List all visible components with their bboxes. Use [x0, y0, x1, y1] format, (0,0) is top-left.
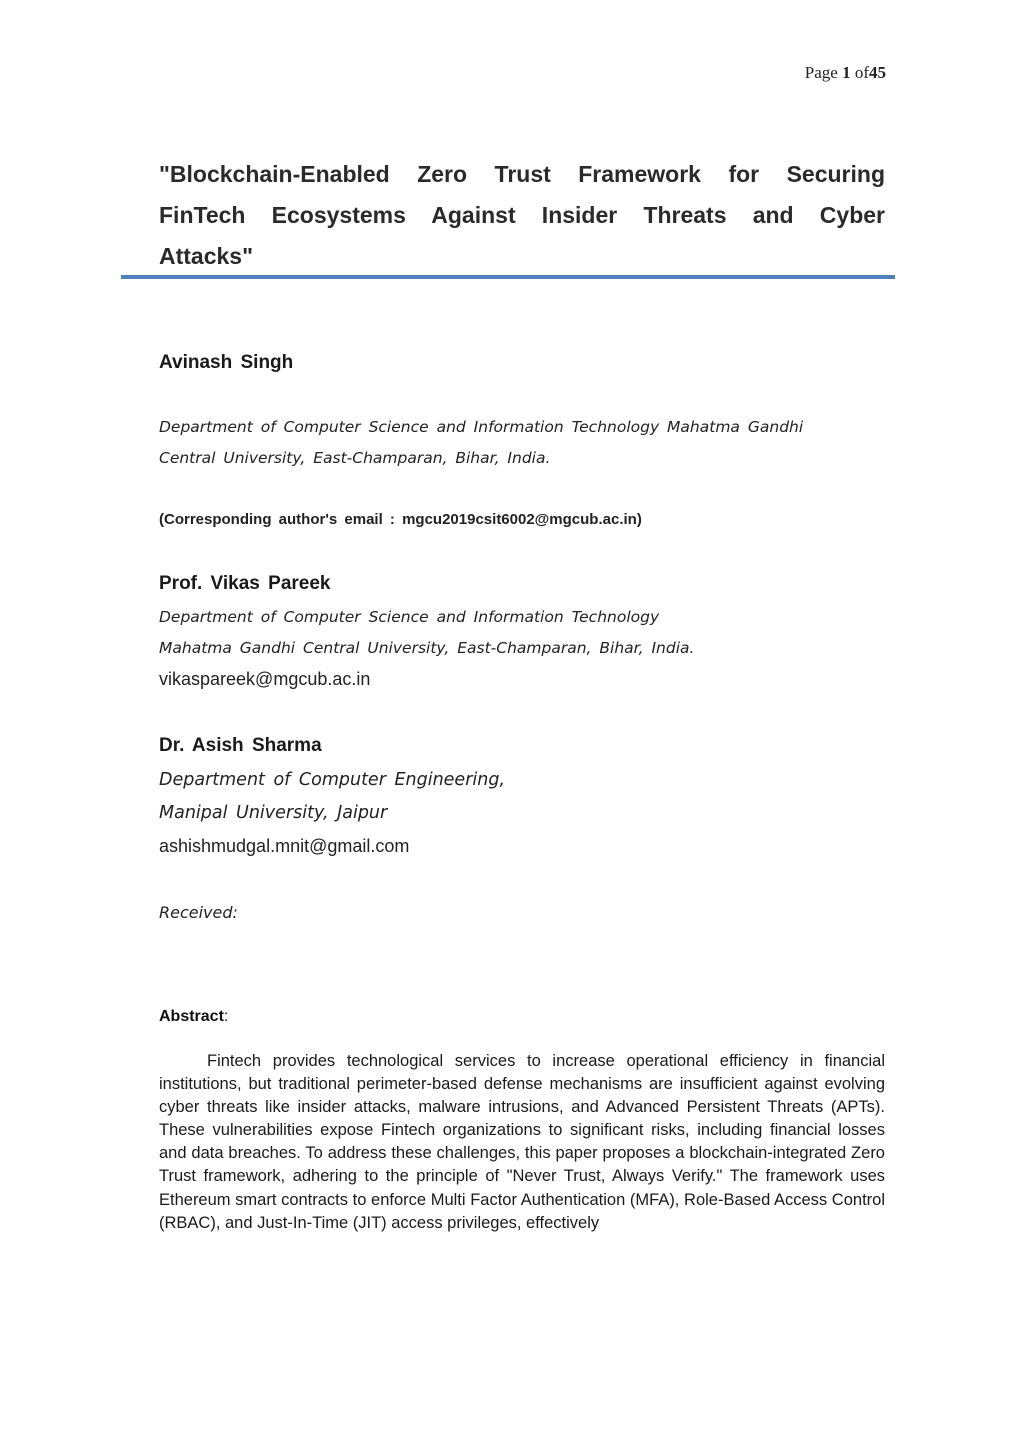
title-divider — [121, 275, 895, 279]
page-label: Page — [804, 63, 838, 82]
abstract-heading — [159, 1008, 228, 1026]
paper-title: "Blockchain-Enabled Zero Trust Framework for Securing FinTech Ecosystems Against Insider Threats and Cyber Attacks" — [159, 161, 885, 269]
author-affiliation-3 — [159, 764, 505, 830]
author-name-3: Dr. Asish Sharma — [159, 735, 322, 756]
corresponding-author-email: (Corresponding author's email : mgcu2019csit6002@mgcub.ac.in) — [159, 511, 642, 528]
author-email-2: vikaspareek@mgcub.ac.in — [159, 669, 371, 689]
abstract-heading-colon: : — [223, 1008, 229, 1025]
page-of: of — [854, 63, 869, 82]
received-date: Received: — [159, 903, 238, 922]
author-affiliation-1 — [159, 412, 803, 474]
affiliation-line: Department of Computer Science and Information Technology Mahatma Gandhi — [159, 418, 804, 436]
affiliation-line: Mahatma Gandhi Central University, East-Champaran, Bihar, India. — [159, 639, 695, 657]
affiliation-line: Central University, East-Champaran, Bihar, India. — [159, 449, 551, 467]
page-number — [805, 63, 886, 83]
page-current: 1 — [842, 63, 851, 82]
author-name-2: Prof. Vikas Pareek — [159, 573, 331, 594]
abstract-heading-label: Abstract — [159, 1008, 224, 1025]
author-name-1: Avinash Singh — [159, 352, 294, 373]
affiliation-line: Manipal University, Jaipur — [159, 803, 388, 823]
author-email-3: ashishmudgal.mnit@gmail.com — [159, 836, 410, 856]
affiliation-line: Department of Computer Science and Information Technology — [159, 608, 660, 626]
abstract-body: Fintech provides technological services to increase operational efficiency in financial institutions, but traditional perimeter-based defense mechanisms are insufficient against evolving cyber threats like insider attacks, malware intrusions, and Advanced Persistent Threats (APTs). These vulnerabilities expose Fintech organizations to significant risks, including financial losses and data breaches. To address these challenges, this paper proposes a blockchain-integrated Zero Trust framework, adhering to the principle of "Never Trust, Always Verify." The framework uses Ethereum smart contracts to enforce Multi Factor Authentication (MFA), Role-Based Access Control (RBAC), and Just-In-Time (JIT) access privileges, effectively — [159, 1052, 885, 1232]
affiliation-line: Department of Computer Engineering, — [159, 770, 506, 790]
author-affiliation-2 — [159, 602, 694, 664]
page-total: 45 — [869, 63, 886, 82]
